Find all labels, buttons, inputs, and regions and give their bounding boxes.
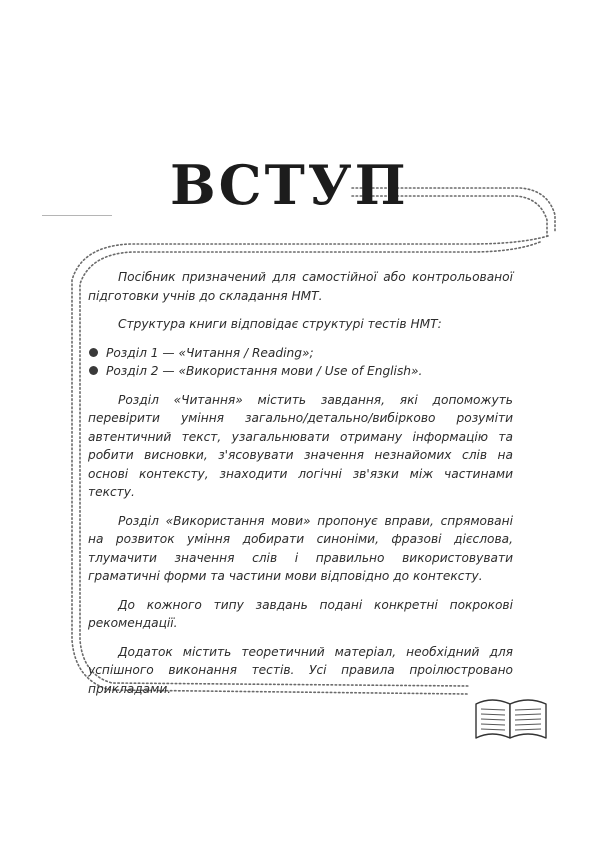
paragraph-recommendations: До кожного типу завдань подані конкретні покрокові рекомендації.: [88, 597, 513, 630]
paragraph-appendix: Додаток містить теоретичний матеріал, необхідний для успішного виконання тестів. Усі правила проілюстровано прикладами.: [88, 644, 513, 696]
page-title: ВСТУП: [170, 153, 409, 217]
paragraph-reading: Розділ «Читання» містить завдання, які допоможуть перевірити уміння загально/детально/вибірково розуміти автентичний текст, узагальнювати отриману інформацію та робити висновки, з'ясовувати значення незнайомих слів на основі контексту, знаходити логічні зв'язки між частинами тексту.: [88, 392, 513, 499]
list-item-text: Розділ 2 — «Використання мови / Use of English».: [106, 364, 423, 378]
bullet-dot-icon: [89, 348, 98, 357]
intro-text: [88, 268, 513, 708]
decorative-line: [42, 215, 112, 216]
open-book-icon: [472, 690, 550, 742]
paragraph-purpose: Посібник призначений для самостійної або контрольованої підготовки учнів до складання НМТ.: [88, 270, 513, 303]
list-item: [88, 344, 513, 363]
paragraph-use-of-english: Розділ «Використання мови» пропонує вправи, спрямовані на розвиток уміння добирати синоніми, фразові дієслова, тлумачити значення слів і правильно використовувати граматичні форми та частини мови відповідно до контексту.: [88, 513, 513, 583]
bullet-dot-icon: [89, 366, 98, 375]
sections-list: [88, 344, 513, 381]
list-item-text: Розділ 1 — «Читання / Reading»;: [106, 345, 314, 360]
list-item: [88, 362, 513, 381]
paragraph-structure: Структура книги відповідає структурі тестів НМТ:: [118, 317, 442, 331]
